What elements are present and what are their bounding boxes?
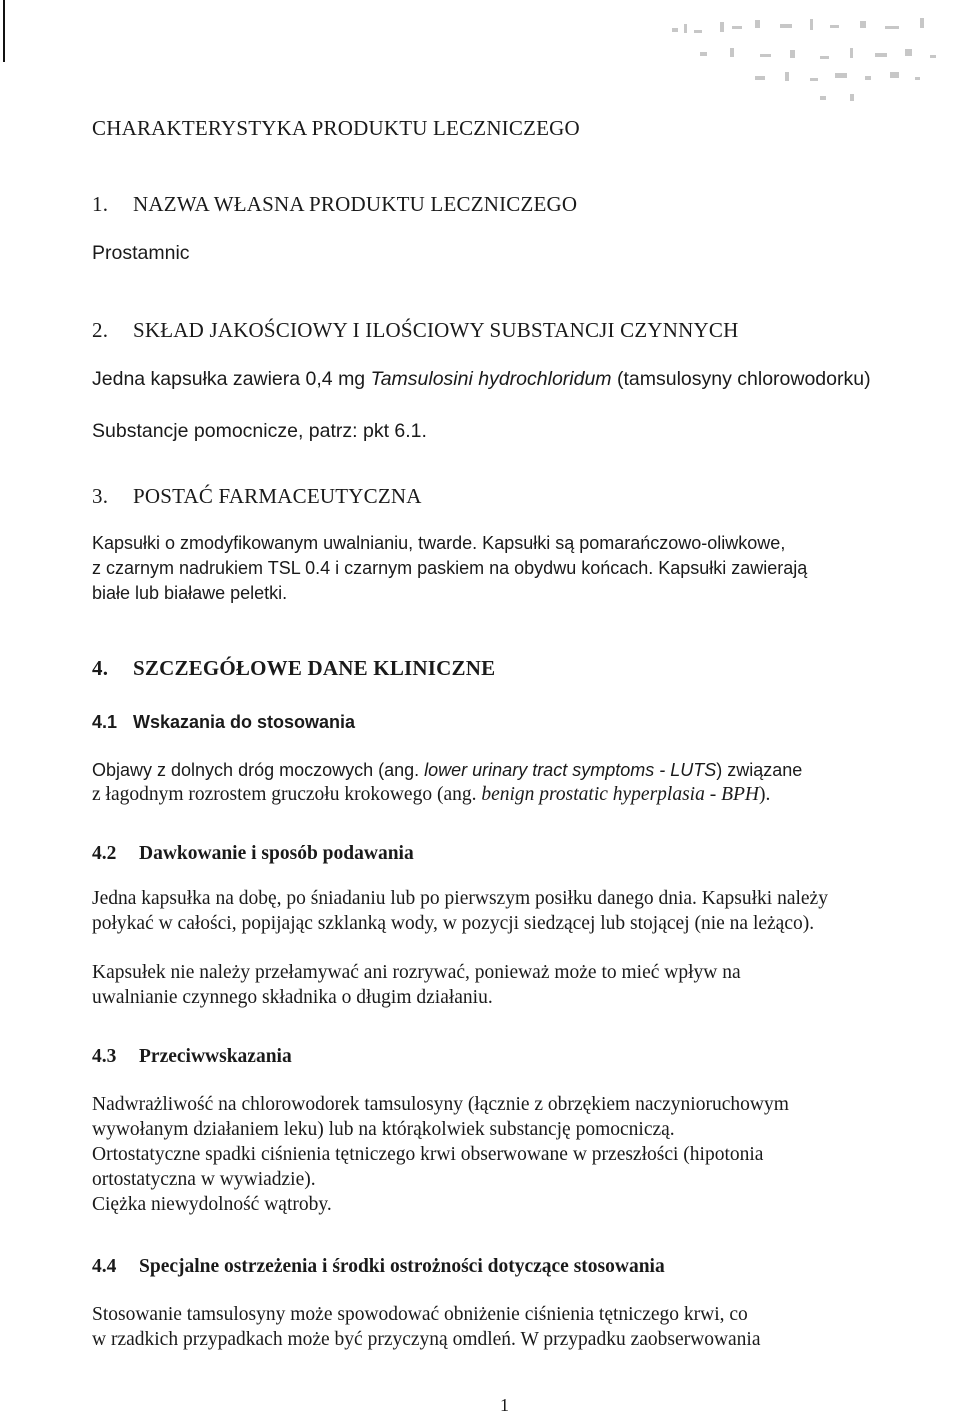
indication-1-pre: Objawy z dolnych dróg moczowych (ang. [92,760,425,780]
section-1-title: NAZWA WŁASNA PRODUKTU LECZNICZEGO [133,192,578,216]
form-line-3: białe lub białawe peletki. [92,583,288,603]
contraindication-line-4: ortostatyczna w wywiadzie). [92,1169,316,1190]
section-4-3-number: 4.3 [92,1046,117,1067]
warning-line-2: w rzadkich przypadkach może być przyczyną omdleń. W przypadku zaobserwowania [92,1329,761,1350]
indication-2-pre: z łagodnym rozrostem gruczołu krokowego (ang. [92,784,482,805]
indication-1-post: ) związane [716,760,803,780]
contraindication-line-1: Nadwrażliwość na chlorowodorek tamsulosyny (łącznie z obrzękiem naczynioruchowym [92,1094,789,1115]
section-2-heading [92,318,738,343]
section-3-title: POSTAĆ FARMACEUTYCZNA [133,484,422,508]
section-4-4-title: Specjalne ostrzeżenia i środki ostrożności dotyczące stosowania [139,1256,665,1277]
dosage-p1-line-2: połykać w całości, popijając szklanką wody, w pozycji siedzącej lub stojącej (nie na leżąco). [92,913,815,934]
section-2-title: SKŁAD JAKOŚCIOWY I ILOŚCIOWY SUBSTANCJI CZYNNYCH [133,318,739,342]
indication-2-post: ). [759,784,771,805]
section-1-heading [92,192,577,217]
section-4-1-title: Wskazania do stosowania [133,712,356,732]
section-4-3-heading [92,1046,292,1068]
product-name: Prostamnic [92,242,190,264]
composition-post: (tamsulosyny chlorowodorku) [611,368,871,390]
section-4-number: 4. [92,656,109,680]
form-line-1: Kapsułki o zmodyfikowanym uwalnianiu, twarde. Kapsułki są pomarańczowo-oliwkowe, [92,533,786,553]
indication-line-2 [92,784,770,806]
indication-2-italic: benign prostatic hyperplasia - BPH [481,784,759,805]
section-4-2-heading [92,843,414,865]
contraindication-line-3: Ortostatyczne spadki ciśnienia tętniczego krwi obserwowane w przeszłości (hipotonia [92,1144,764,1165]
excipients-line: Substancje pomocnicze, patrz: pkt 6.1. [92,420,427,442]
page-number: 1 [500,1395,509,1415]
contraindication-line-5: Ciężka niewydolność wątroby. [92,1194,332,1215]
dosage-p2-line-2: uwalnianie czynnego składnika o długim działaniu. [92,987,493,1008]
scan-edge-mark [3,0,5,62]
indication-1-italic: lower urinary tract symptoms - LUTS [424,760,717,780]
section-4-4-heading [92,1256,665,1278]
document-title: CHARAKTERYSTYKA PRODUKTU LECZNICZEGO [92,116,580,140]
composition-substance: Tamsulosini hydrochloridum [370,368,612,390]
section-1-number: 1. [92,192,109,216]
section-4-2-title: Dawkowanie i sposób podawania [139,843,414,864]
form-line-2: z czarnym nadrukiem TSL 0.4 i czarnym paskiem na obydwu końcach. Kapsułki zawierają [92,558,808,578]
section-4-4-number: 4.4 [92,1256,117,1277]
section-4-1-heading [92,712,355,733]
section-4-1-number: 4.1 [92,712,118,732]
dosage-p1-line-1: Jedna kapsułka na dobę, po śniadaniu lub po pierwszym posiłku danego dnia. Kapsułki należy [92,888,828,909]
section-2-number: 2. [92,318,109,342]
contraindication-line-2: wywołanym działaniem leku) lub na którąkolwiek substancję pomocniczą. [92,1119,675,1140]
composition-pre: Jedna kapsułka zawiera 0,4 mg [92,368,371,390]
section-4-2-number: 4.2 [92,843,117,864]
section-4-3-title: Przeciwwskazania [139,1046,292,1067]
faded-stamp-noise [660,10,950,120]
section-3-heading [92,484,422,509]
section-4-title: SZCZEGÓŁOWE DANE KLINICZNE [133,656,496,680]
section-3-number: 3. [92,484,109,508]
composition-line [92,368,871,391]
warning-line-1: Stosowanie tamsulosyny może spowodować obniżenie ciśnienia tętniczego krwi, co [92,1304,748,1325]
dosage-p2-line-1: Kapsułek nie należy przełamywać ani rozrywać, ponieważ może to mieć wpływ na [92,962,741,983]
section-4-heading [92,656,495,681]
indication-line-1 [92,760,802,781]
